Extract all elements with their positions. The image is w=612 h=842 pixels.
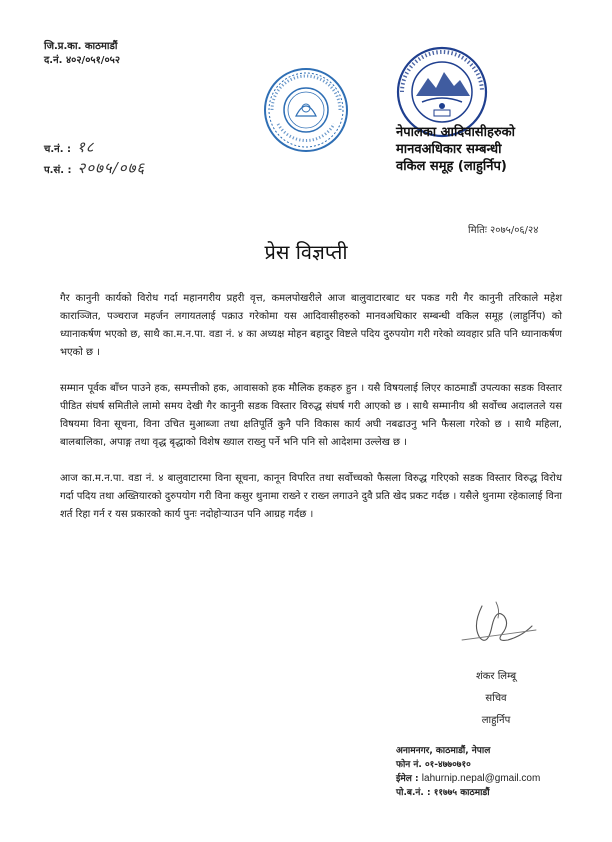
contact-email-label: ईमेल : [396, 774, 419, 784]
signature-icon [452, 596, 542, 648]
paragraph-3: आज का.म.न.पा. वडा नं. ४ बालुवाटारमा विना सूचना, कानून विपरित तथा सर्वोच्चको फैसला विरुद्ध गरिएको सडक विस्तार विरुद्ध विरोध गर्दा पदिय तथा अख्तियारको दुरुपयोग गरी विना कसुर थुनामा राख्ने र राख्न लगाउने दुवै प्रति खेद प्रकट गर्दछ । यसैले थुनामा रहेकालाई विना शर्त रिहा गर्न र यस प्रकारको कार्य पुनः नदोहोऱ्याउन पनि आग्रह गर्दछ । [60, 473, 562, 520]
contact-email-row [396, 772, 540, 786]
contact-email: lahurnip.nepal@gmail.com [421, 773, 541, 784]
organization-name [396, 124, 515, 175]
contact-pobox: पो.ब.नं. : ११७७५ काठमाडौं [396, 788, 490, 798]
dispatch-number-value: १८ [76, 138, 95, 156]
org-name-line-2: मानवअधिकार सम्बन्धी [396, 142, 502, 157]
paragraph-1: गैर कानुनी कार्यको विरोध गर्दा महानगरीय प्रहरी वृत्त, कमलपोखरीले आज बालुवाटारबाट धर पकड गरी गैर कानुनी तरिकाले महेश काराञ्जित, पञ्चराज महर्जन लगायतलाई पक्राउ गरेकोमा यस आदिवासीहरुको मानवअधिकार सम्बन्धी वकिल समूह (लाहुर्निप) को ध्यानाकर्षण भएको छ, साथै का.म.न.पा. वडा नं. ४ का अध्यक्ष मोहन बहादुर विष्टले पदिय दुरुपयोग गरी गरेको व्यवहार प्रति पनि ध्यानाकर्षण भएको छ । [60, 293, 562, 358]
signatory-org: लाहुर्निप [481, 715, 511, 726]
signatory-name: शंकर लिम्बू [475, 671, 517, 682]
paragraph-2: सम्मान पूर्वक बाँच्न पाउने हक, सम्पत्तीको हक, आवासको हक मौलिक हकहरु हुन । यसै विषयलाई लिएर काठमाडौं उपत्यका सडक विस्तार पीडित संघर्ष समितीले लामो समय देखी गैर कानुनी सडक विस्तार विरुद्ध संघर्ष गरी आएको छ । साथै सम्मानीय श्री सर्वोच्च अदालतले यस विषयमा विना सूचना, विना उचित मुआब्जा तथा क्षतिपूर्ति कुनै पनि विकास कार्य अघी नबढाउनु भनि फैसला गरेको छ । साथै महिला, बालबालिका, अपाङ्ग तथा वृद्ध बृद्धाको विशेष ख्याल राख्नु पर्ने भनि पनि सो आदेशमा उल्लेख छ । [60, 383, 562, 448]
letter-number-label: प.सं. : [44, 165, 72, 176]
dispatch-number-label: च.नं. : [44, 144, 71, 155]
signatory-block [446, 666, 546, 732]
contact-address: अनामनगर, काठमाडौं, नेपाल [396, 746, 491, 756]
document-title: प्रेस विज्ञप्ती [264, 240, 348, 264]
signatory-position: सचिव [485, 693, 507, 704]
official-seal-stamp [262, 66, 350, 154]
document-date: मितिः २०७५/०६/२४ [468, 225, 539, 236]
contact-phone: फोन नं. ०१-४७७०७१० [396, 760, 471, 770]
reference-block [44, 138, 145, 180]
registration-office: जि.प्र.का. काठमाडौं [44, 41, 118, 52]
contact-block [396, 744, 540, 800]
registration-number: द.नं. ४०२/०५१/०५२ [44, 55, 121, 66]
registration-block [44, 40, 120, 68]
seal-icon [262, 66, 350, 154]
dispatch-number-row [44, 138, 145, 159]
letter-number-value: २०७५/०७६ [77, 159, 146, 177]
letter-number-row [44, 159, 145, 180]
handwritten-signature [452, 596, 542, 648]
org-name-line-3: वकिल समूह (लाहुर्निप) [396, 159, 507, 174]
org-name-line-1: नेपालका आदिवासीहरुको [396, 125, 515, 140]
press-release-body [60, 290, 562, 542]
